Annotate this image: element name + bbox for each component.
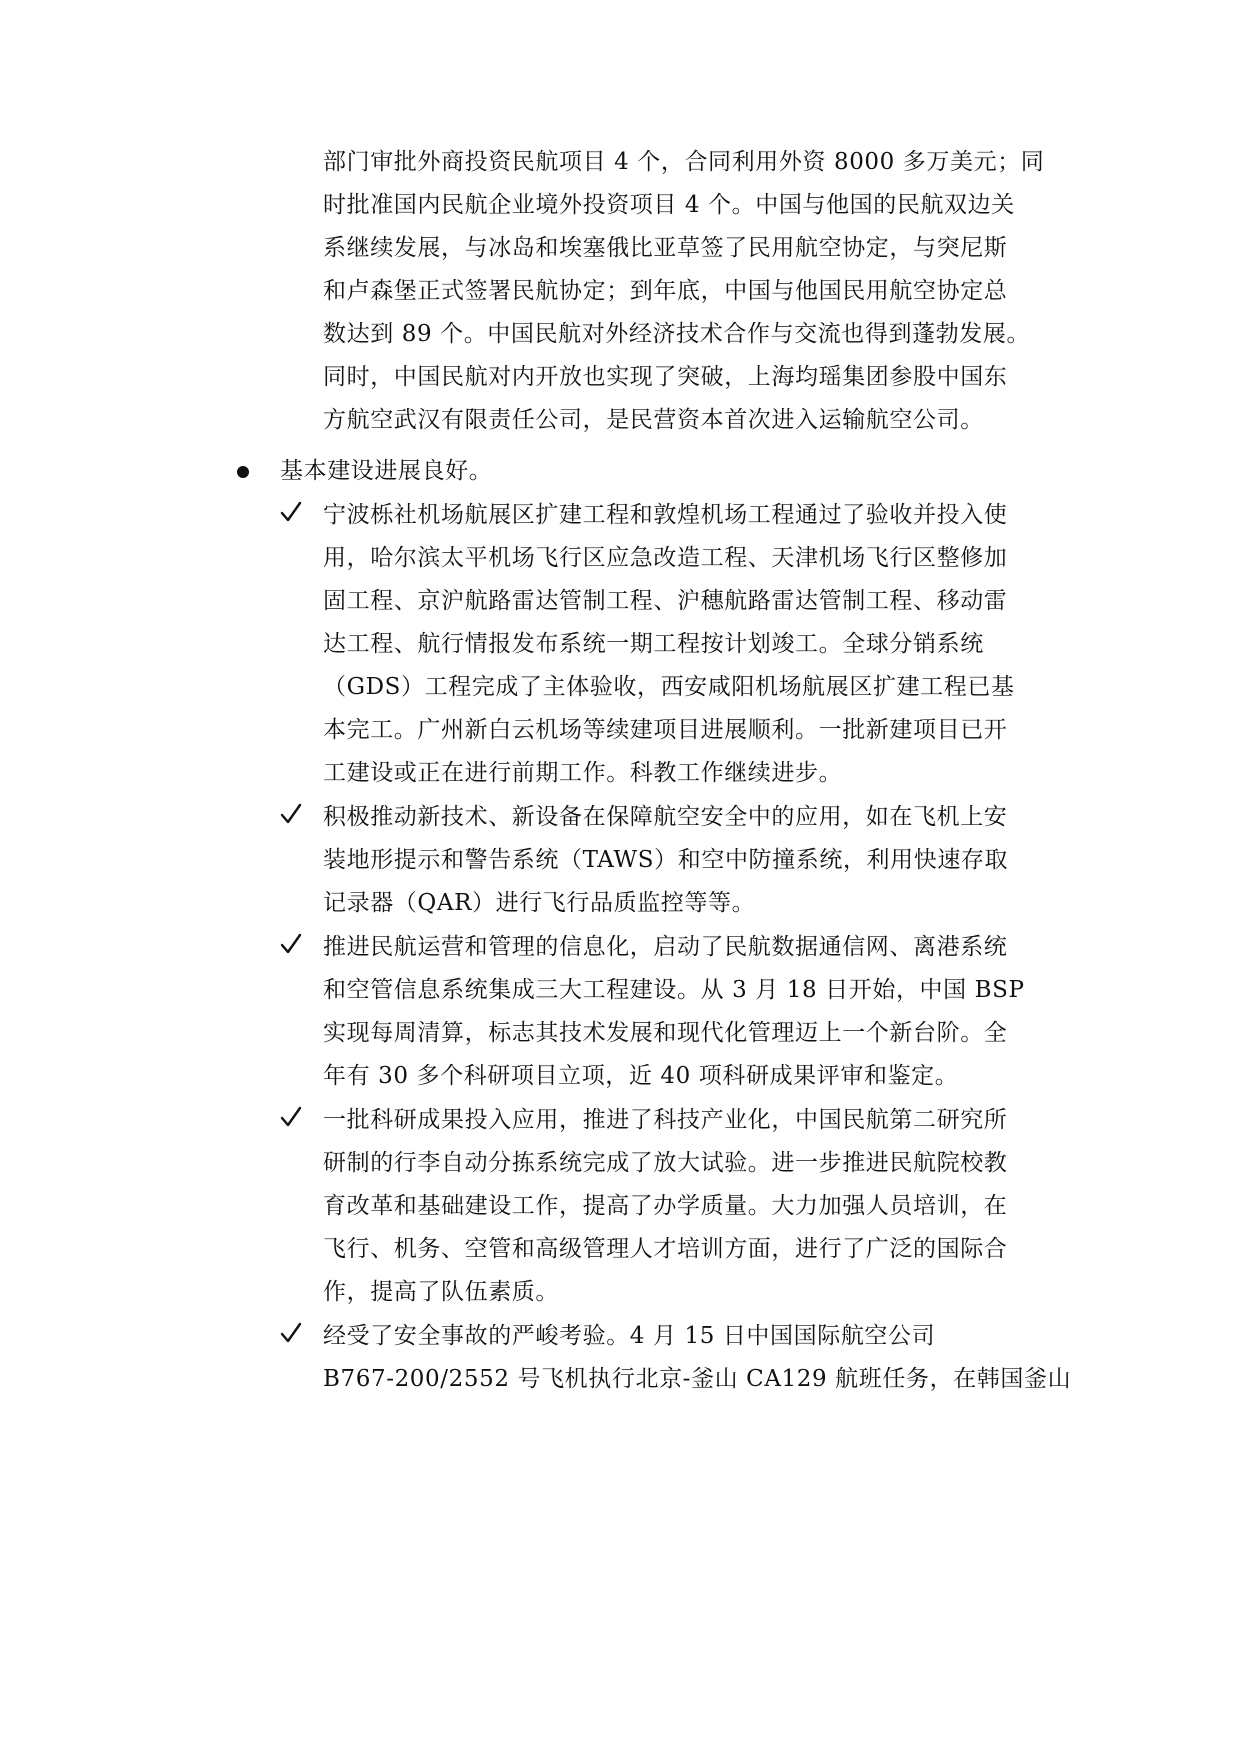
check-item-line: 实现每周清算，标志其技术发展和现代化管理迈上一个新台阶。全 [323, 1020, 1008, 1046]
paragraph-line: 部门审批外商投资民航项目 4 个，合同利用外资 8000 多万美元；同 [323, 149, 1045, 175]
paragraph-line: 时批准国内民航企业境外投资项目 4 个。中国与他国的民航双边关 [323, 192, 1015, 218]
check-item-line: 和空管信息系统集成三大工程建设。从 3 月 18 日开始，中国 BSP [323, 977, 1025, 1003]
check-item-line: 本完工。广州新白云机场等续建项目进展顺利。一批新建项目已开 [323, 717, 1008, 743]
check-item-line: 育改革和基础建设工作，提高了办学质量。大力加强人员培训，在 [323, 1193, 1008, 1219]
check-item-line: 宁波栎社机场航展区扩建工程和敦煌机场工程通过了验收并投入使 [323, 502, 1008, 528]
paragraph-line: 数达到 89 个。中国民航对外经济技术合作与交流也得到蓬勃发展。 [323, 321, 1031, 347]
paragraph-line: 同时，中国民航对内开放也实现了突破，上海均瑶集团参股中国东 [323, 364, 1008, 390]
check-item-line: 推进民航运营和管理的信息化，启动了民航数据通信网、离港系统 [323, 934, 1008, 960]
check-item-line: 装地形提示和警告系统（TAWS）和空中防撞系统，利用快速存取 [323, 847, 1009, 873]
check-item-line: 经受了安全事故的严峻考验。4 月 15 日中国国际航空公司 [323, 1323, 936, 1349]
check-item-line: 飞行、机务、空管和高级管理人才培训方面，进行了广泛的国际合 [323, 1236, 1008, 1262]
check-item-line: 作，提高了队伍素质。 [323, 1279, 559, 1305]
check-item-line: 积极推动新技术、新设备在保障航空安全中的应用，如在飞机上安 [323, 804, 1008, 830]
bullet-item-text: 基本建设进展良好。 [280, 458, 493, 484]
check-item-line: 达工程、航行情报发布系统一期工程按计划竣工。全球分销系统 [323, 631, 984, 657]
checkmark-icon [280, 1321, 302, 1345]
check-item-line: 固工程、京沪航路雷达管制工程、沪穗航路雷达管制工程、移动雷 [323, 588, 1008, 614]
check-item-line: 一批科研成果投入应用，推进了科技产业化，中国民航第二研究所 [323, 1107, 1008, 1133]
check-item-line: B767-200/2552 号飞机执行北京-釜山 CA129 航班任务，在韩国釜山 [323, 1366, 1072, 1392]
check-item-line: （GDS）工程完成了主体验收，西安咸阳机场航展区扩建工程已基 [323, 674, 1015, 700]
check-item-line: 年有 30 多个科研项目立项，近 40 项科研成果评审和鉴定。 [323, 1063, 959, 1089]
checkmark-icon [280, 1105, 302, 1129]
checkmark-icon [280, 500, 302, 524]
check-item-line: 用，哈尔滨太平机场飞行区应急改造工程、天津机场飞行区整修加 [323, 545, 1008, 571]
checkmark-icon [280, 932, 302, 956]
paragraph-line: 方航空武汉有限责任公司，是民营资本首次进入运输航空公司。 [323, 407, 984, 433]
check-item-line: 研制的行李自动分拣系统完成了放大试验。进一步推进民航院校教 [323, 1150, 1008, 1176]
checkmark-icon [280, 802, 302, 826]
paragraph-line: 和卢森堡正式签署民航协定；到年底，中国与他国民用航空协定总 [323, 278, 1008, 304]
check-item-line: 记录器（QAR）进行飞行品质监控等等。 [323, 890, 756, 916]
check-item-line: 工建设或正在进行前期工作。科教工作继续进步。 [323, 760, 843, 786]
bullet-dot-icon [237, 466, 249, 478]
paragraph-line: 系继续发展，与冰岛和埃塞俄比亚草签了民用航空协定，与突尼斯 [323, 235, 1008, 261]
